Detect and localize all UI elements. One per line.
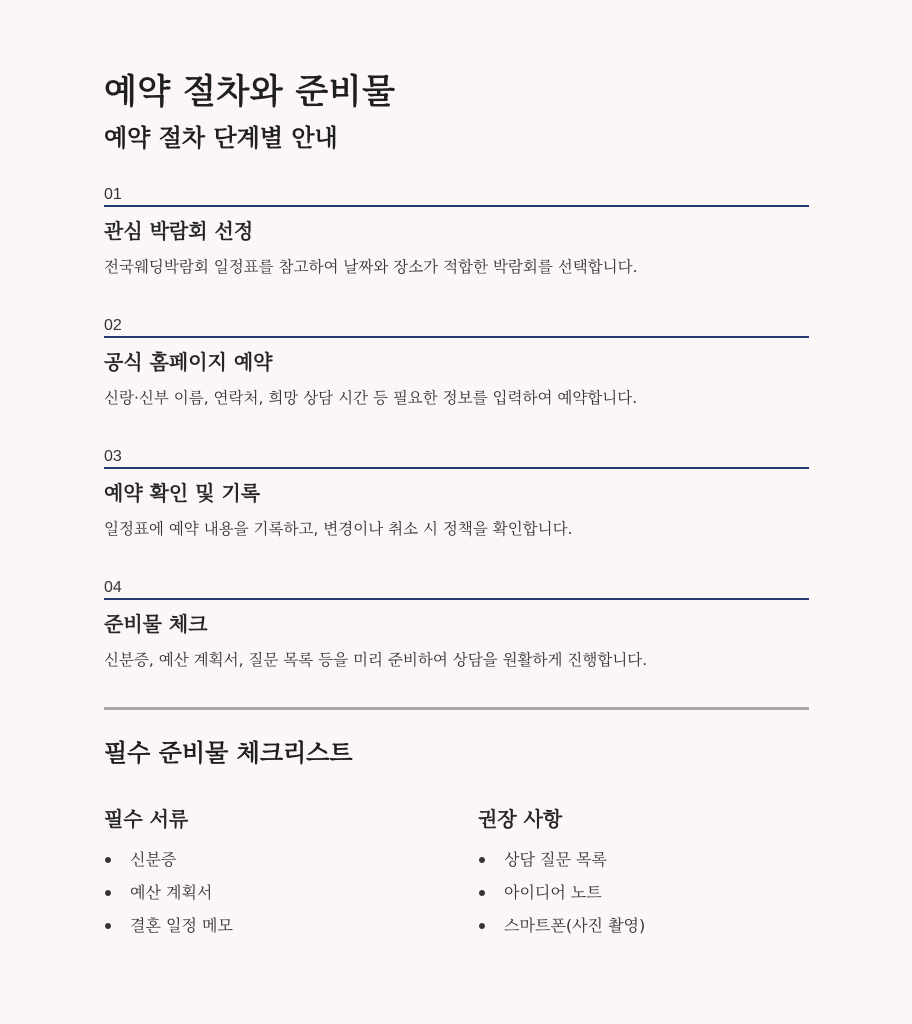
bullet-dot-icon bbox=[479, 923, 485, 929]
checklist-column-recommended bbox=[478, 805, 645, 948]
step-number: 04 bbox=[104, 579, 122, 596]
bullet-dot-icon bbox=[105, 857, 111, 863]
step-divider bbox=[104, 205, 809, 207]
step-description: 신분증, 예산 계획서, 질문 목록 등을 미리 준비하여 상담을 원활하게 진행합니다. bbox=[104, 651, 648, 669]
checklist-column-required bbox=[104, 805, 233, 948]
step-title: 준비물 체크 bbox=[104, 612, 208, 636]
list-item bbox=[104, 849, 233, 882]
list-item bbox=[478, 915, 645, 948]
step-item bbox=[104, 578, 809, 709]
bullet-list bbox=[104, 849, 233, 948]
checklist-columns bbox=[104, 805, 809, 955]
step-divider bbox=[104, 336, 809, 338]
column-title: 필수 서류 bbox=[104, 807, 189, 831]
document-page bbox=[104, 64, 809, 955]
bullet-dot-icon bbox=[479, 890, 485, 896]
list-item bbox=[104, 915, 233, 948]
list-item-label: 스마트폰(사진 촬영) bbox=[504, 916, 646, 935]
bullet-dot-icon bbox=[479, 857, 485, 863]
step-number: 02 bbox=[104, 317, 122, 334]
step-number: 01 bbox=[104, 186, 122, 203]
step-description: 일정표에 예약 내용을 기록하고, 변경이나 취소 시 정책을 확인합니다. bbox=[104, 520, 573, 538]
step-item bbox=[104, 185, 809, 316]
page-subtitle: 예약 절차 단계별 안내 bbox=[104, 124, 338, 152]
list-item bbox=[104, 882, 233, 915]
list-item bbox=[478, 849, 645, 882]
step-item bbox=[104, 316, 809, 447]
column-title: 권장 사항 bbox=[478, 807, 563, 831]
step-number: 03 bbox=[104, 448, 122, 465]
step-description: 신랑·신부 이름, 연락처, 희망 상담 시간 등 필요한 정보를 입력하여 예약합니다. bbox=[104, 389, 638, 407]
bullet-dot-icon bbox=[105, 890, 111, 896]
step-divider bbox=[104, 598, 809, 600]
step-title: 관심 박람회 선정 bbox=[104, 219, 254, 243]
step-title: 공식 홈페이지 예약 bbox=[104, 350, 273, 374]
steps-list bbox=[104, 185, 809, 709]
list-item-label: 아이디어 노트 bbox=[504, 883, 602, 902]
step-item bbox=[104, 447, 809, 578]
list-item-label: 결혼 일정 메모 bbox=[130, 916, 233, 935]
bullet-dot-icon bbox=[105, 923, 111, 929]
checklist-title: 필수 준비물 체크리스트 bbox=[104, 739, 353, 767]
step-divider bbox=[104, 467, 809, 469]
step-title: 예약 확인 및 기록 bbox=[104, 481, 261, 505]
bullet-list bbox=[478, 849, 645, 948]
list-item bbox=[478, 882, 645, 915]
step-description: 전국웨딩박람회 일정표를 참고하여 날짜와 장소가 적합한 박람회를 선택합니다. bbox=[104, 258, 638, 276]
list-item-label: 상담 질문 목록 bbox=[504, 850, 607, 869]
page-title: 예약 절차와 준비물 bbox=[104, 72, 396, 112]
list-item-label: 신분증 bbox=[130, 850, 177, 869]
list-item-label: 예산 계획서 bbox=[130, 883, 213, 902]
